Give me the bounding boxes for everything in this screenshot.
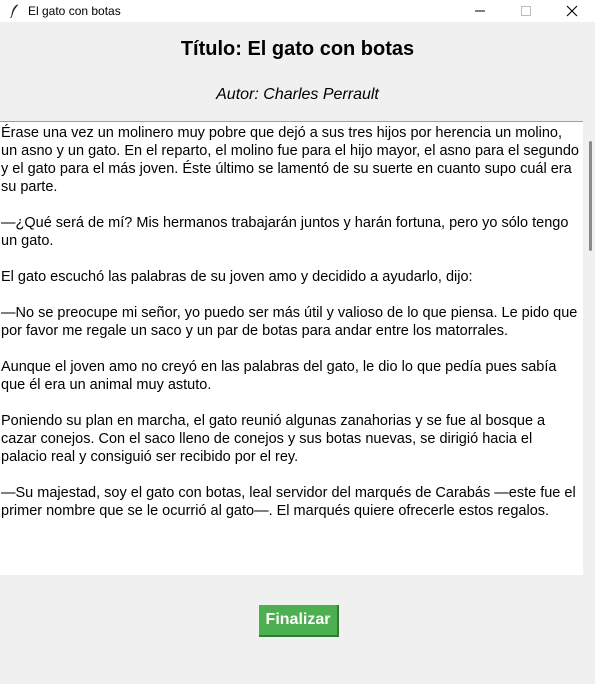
- story-title: Título: El gato con botas: [180, 38, 415, 60]
- close-button[interactable]: [549, 0, 595, 22]
- finish-button[interactable]: Finalizar: [259, 605, 339, 637]
- story-text-area[interactable]: [0, 121, 583, 575]
- story-paragraph: —No se preocupe mi señor, yo puedo ser más útil y valioso de lo que piensa. Le pido que por favor me regale un saco y un par de botas para andar entre los matorrales.: [1, 305, 578, 339]
- window-title: El gato con botas: [28, 4, 121, 18]
- title-bar: [0, 0, 595, 22]
- story-paragraph: Poniendo su plan en marcha, el gato reunió algunas zanahorias y se fue al bosque a cazar conejos. Con el saco lleno de conejos y sus botas nuevas, se dirigió hacia el palacio real y consiguió ser recibido por el rey.: [1, 413, 546, 465]
- story-paragraph: Érase una vez un molinero muy pobre que dejó a sus tres hijos por herencia un molino, un asno y un gato. En el reparto, el molino fue para el hijo mayor, el asno para el segundo y el gato para el más joven. Éste último se lamentó de su suerte en cuanto supo cuál era su parte.: [1, 125, 579, 195]
- story-paragraph: —Su majestad, soy el gato con botas, leal servidor del marqués de Carabás —este fue el primer nombre que se le ocurrió al gato—. El marqués quiere ofrecerle estos regalos.: [1, 485, 576, 519]
- feather-icon: [7, 4, 21, 18]
- vertical-scrollbar[interactable]: [583, 121, 595, 574]
- maximize-button[interactable]: [503, 0, 549, 22]
- story-paragraph: Aunque el joven amo no creyó en las palabras del gato, le dio lo que pedía pues sabía que él era un animal muy astuto.: [1, 359, 557, 393]
- minimize-icon: [474, 5, 486, 17]
- story-paragraph: —¿Qué será de mí? Mis hermanos trabajarán juntos y harán fortuna, pero yo sólo tengo un gato.: [1, 215, 569, 249]
- story-paragraph: El gato escuchó las palabras de su joven amo y decidido a ayudarlo, dijo:: [1, 269, 473, 285]
- story-author: Autor: Charles Perrault: [216, 86, 379, 103]
- close-icon: [566, 5, 578, 17]
- maximize-icon: [520, 5, 532, 17]
- window-controls: [457, 0, 595, 22]
- scrollbar-thumb[interactable]: [589, 141, 592, 251]
- minimize-button[interactable]: [457, 0, 503, 22]
